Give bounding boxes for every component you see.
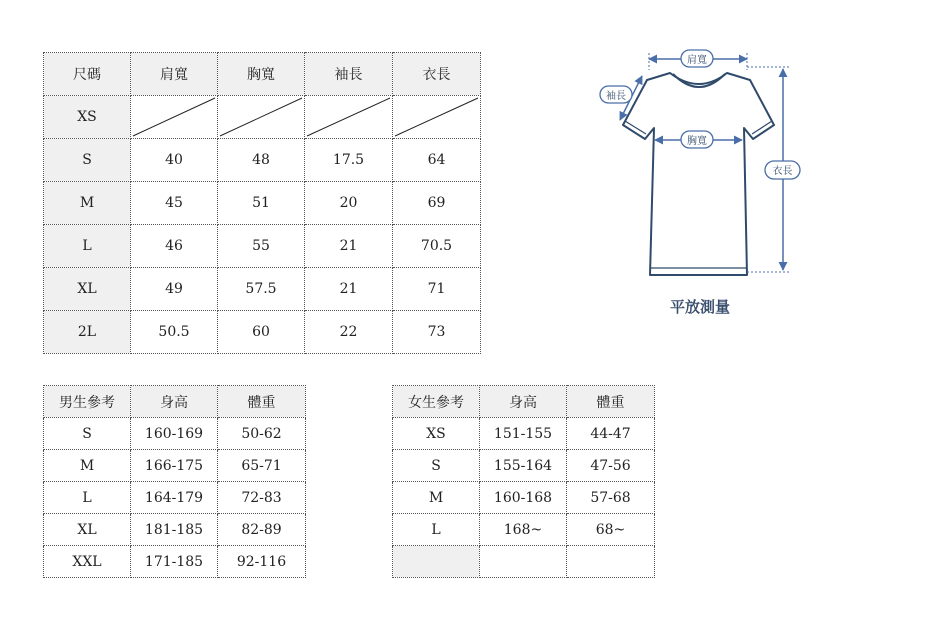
size-label: L — [44, 482, 131, 514]
table-row — [44, 482, 306, 514]
table-cell: 17.5 — [305, 139, 393, 182]
table-cell: 181-185 — [131, 514, 218, 546]
table-row — [393, 514, 655, 546]
header-height: 身高 — [131, 386, 218, 418]
table-cell: 45 — [131, 182, 218, 225]
size-label: M — [44, 450, 131, 482]
flat-measurement-caption: 平放測量 — [669, 298, 730, 316]
header-weight: 體重 — [218, 386, 306, 418]
table-cell: 57.5 — [218, 268, 305, 311]
not-available-cell — [305, 96, 393, 139]
table-cell: 47-56 — [567, 450, 655, 482]
header-chest-width: 胸寬 — [218, 53, 305, 96]
body-length-label: 衣長 — [772, 166, 793, 177]
table-cell: 151-155 — [480, 418, 567, 450]
size-chart-table — [43, 52, 481, 354]
tshirt-outline-icon — [623, 73, 774, 275]
not-available-cell — [393, 96, 481, 139]
size-label: L — [44, 225, 131, 268]
table-row — [44, 418, 306, 450]
empty-cell — [567, 546, 655, 578]
women-reference-table — [392, 385, 655, 578]
table-cell: 21 — [305, 225, 393, 268]
table-row — [393, 482, 655, 514]
table-cell: 166-175 — [131, 450, 218, 482]
table-row — [44, 139, 481, 182]
table-cell: 60 — [218, 311, 305, 354]
men-reference-table — [43, 385, 306, 578]
size-label: M — [44, 182, 131, 225]
table-header-row — [44, 386, 306, 418]
table-row — [44, 311, 481, 354]
size-label: 2L — [44, 311, 131, 354]
empty-cell — [393, 546, 480, 578]
header-body-length: 衣長 — [393, 53, 481, 96]
size-label: XS — [44, 96, 131, 139]
table-row — [44, 225, 481, 268]
table-cell: 171-185 — [131, 546, 218, 578]
table-row — [393, 546, 655, 578]
table-cell: 55 — [218, 225, 305, 268]
table-cell: 46 — [131, 225, 218, 268]
table-cell: 22 — [305, 311, 393, 354]
size-label: S — [393, 450, 480, 482]
header-sleeve-length: 袖長 — [305, 53, 393, 96]
size-label: XS — [393, 418, 480, 450]
size-label: XL — [44, 268, 131, 311]
header-shoulder-width: 肩寬 — [131, 53, 218, 96]
header-size: 尺碼 — [44, 53, 131, 96]
table-cell: 50-62 — [218, 418, 306, 450]
table-row — [44, 450, 306, 482]
table-cell: 72-83 — [218, 482, 306, 514]
size-label: S — [44, 418, 131, 450]
table-cell: 164-179 — [131, 482, 218, 514]
table-cell: 71 — [393, 268, 481, 311]
table-cell: 73 — [393, 311, 481, 354]
table-header-row — [44, 53, 481, 96]
empty-cell — [480, 546, 567, 578]
table-cell: 168~ — [480, 514, 567, 546]
table-cell: 92-116 — [218, 546, 306, 578]
table-row — [44, 268, 481, 311]
table-cell: 65-71 — [218, 450, 306, 482]
table-row — [44, 546, 306, 578]
header-height: 身高 — [480, 386, 567, 418]
table-cell: 160-169 — [131, 418, 218, 450]
table-cell: 68~ — [567, 514, 655, 546]
table-row — [44, 514, 306, 546]
table-cell: 40 — [131, 139, 218, 182]
size-label: XXL — [44, 546, 131, 578]
table-cell: 50.5 — [131, 311, 218, 354]
sleeve-length-label: 袖長 — [606, 91, 626, 102]
table-cell: 44-47 — [567, 418, 655, 450]
table-header-row — [393, 386, 655, 418]
table-row — [44, 182, 481, 225]
table-cell: 69 — [393, 182, 481, 225]
size-label: S — [44, 139, 131, 182]
table-cell: 64 — [393, 139, 481, 182]
size-label: L — [393, 514, 480, 546]
table-cell: 82-89 — [218, 514, 306, 546]
not-available-cell — [218, 96, 305, 139]
shoulder-width-label: 肩寬 — [687, 55, 707, 66]
table-cell: 49 — [131, 268, 218, 311]
size-label: M — [393, 482, 480, 514]
tshirt-measurement-diagram — [595, 40, 820, 280]
table-cell: 70.5 — [393, 225, 481, 268]
header-men-reference: 男生參考 — [44, 386, 131, 418]
table-row — [393, 450, 655, 482]
table-cell: 155-164 — [480, 450, 567, 482]
table-cell: 20 — [305, 182, 393, 225]
header-women-reference: 女生參考 — [393, 386, 480, 418]
chest-width-label: 胸寬 — [687, 136, 707, 147]
not-available-cell — [131, 96, 218, 139]
table-cell: 21 — [305, 268, 393, 311]
header-weight: 體重 — [567, 386, 655, 418]
table-cell: 57-68 — [567, 482, 655, 514]
table-row — [393, 418, 655, 450]
size-label: XL — [44, 514, 131, 546]
table-row — [44, 96, 481, 139]
table-cell: 48 — [218, 139, 305, 182]
table-cell: 160-168 — [480, 482, 567, 514]
table-cell: 51 — [218, 182, 305, 225]
